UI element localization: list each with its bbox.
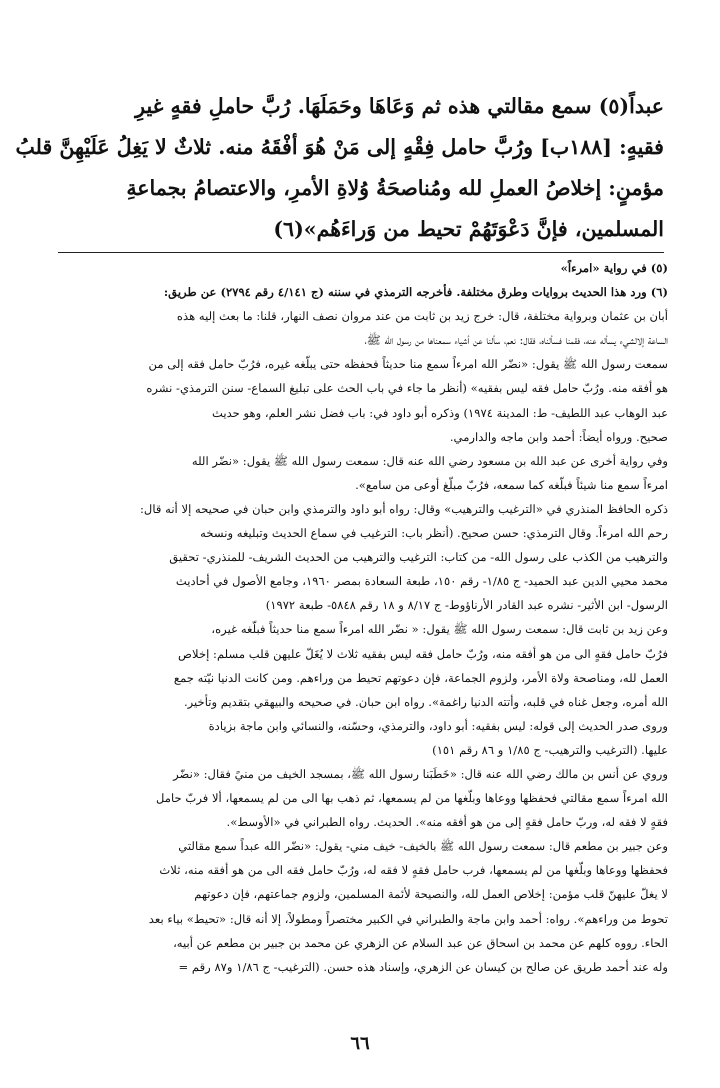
footnote-line: تحوط من وراءهم». رواه: أحمد وابن ماجة والطبراني في الكبير مختصراً ومطولاً، إلا أنه قال: «تحيط» بياء بعد <box>148 911 668 926</box>
footnote-line: وروي عن أنس بن مالك رضي الله عنه قال: «خَطَبَنا رسول الله ﷺ، بمسجد الخيف من منيً فقال: «نضّر <box>173 766 668 781</box>
footnote-line: ذكره الحافظ المنذري في «الترغيب والترهيب» وقال: رواه أبو داود والترمذي وابن حبان في صحيحه إلا أنه قال: <box>140 501 668 516</box>
footnote-line: فقهٍ لا فقه له، وربّ حامل فقهٍ إلى من هو أفقه منه». الحديث. رواه الطبراني في «الأوسط». <box>226 815 668 830</box>
footnote-line: صحيح. ورواه أيضاً: أحمد وابن ماجه والدارمي. <box>449 429 668 444</box>
footnote-line: وفي رواية أخرى عن عبد الله بن مسعود رضي الله عنه قال: سمعت رسول الله ﷺ يقول: «نضّر الله <box>191 453 668 468</box>
footnote-line: (٦) ورد هذا الحديث بروايات وطرق مختلفة. فأخرجه الترمذي في سننه (ج ٤/١٤١ رقم ٢٧٩٤) عن طريق: <box>163 285 668 300</box>
footnote-line: رحم الله امرءاً. وقال الترمذي: حسن صحيح. (أنظر باب: الترغيب في سماع الحديث وتبليغه ونسخه <box>200 526 668 541</box>
footnote-line: وروى صدر الحديث إلى قوله: ليس بفقيه: أبو داود، والترمذي، وحسّنه، والنسائي وابن ماجة بزيادة <box>208 718 668 733</box>
footnote-line: والترهيب من الكذب على رسول الله- من كتاب: الترغيب والترهيب من الحديث الشريف- للمنذري- تحقيق <box>169 550 668 565</box>
footnote-line: الحاء. رووه كلهم عن محمد بن اسحاق عن عبد السلام عن الزهري عن محمد بن جبير بن مطعم عن أبيه، <box>173 935 668 950</box>
footnote-line: الرسول- ابن الأثير- نشره عبد القادر الأرناؤوط- ج ٨/١٧ و ١٨ رقم ٥٨٤٨- طبعة ١٩٧٢) <box>265 598 668 613</box>
page-number: ٦٦ <box>350 1033 370 1054</box>
footnote-line: محمد محيي الدين عبد الحميد- ج ١/٨٥- رقم ١٥٠، طبعة السعادة بمصر ١٩٦٠، وجامع الأصول في أحاديث <box>175 574 668 589</box>
footnote-line: هو أفقه منه. ورُبّ حامل فقه ليس بفقيه» (أنظر ما جاء في باب الحث على تبليغ السماع- سنن الترمذي- نشره <box>146 381 668 396</box>
footnote-line: فرُبّ حامل فقهٍ الى من هو أفقه منه، ورُبّ حامل فقه ليس بفقيه ثلاث لا يُغَلّ عليهن قلب مسلم: إخلاص <box>178 646 668 661</box>
footnote-line: وعن جبير بن مطعم قال: سمعت رسول الله ﷺ بالخيف- خيف مني- يقول: «نضّر الله عبداً سمع مقالتي <box>178 839 668 854</box>
main-line-1: عبداً(٥) سمع مقالتي هذه ثم وَعَاهَا وحَمَلَهَا. رُبَّ حاملِ فقهٍ غيرِ <box>135 94 664 118</box>
main-line-2: فقيهٍ: [١٨٨ب] ورُبَّ حامل فِقْهٍ إلى مَنْ هُوَ أفْقَهُ منه. ثلاثٌ لا يَغِلُ عَلَيْهِنَّ قلبُ <box>15 135 664 159</box>
footnote-line: سمعت رسول الله ﷺ يقول: «نضّر الله امرءاً سمع منا حديثاً فحفظه حتى يبلّغه غيره، فرُبّ حامل فقه إلى من <box>148 357 668 372</box>
footnote-line: عبد الوهاب عبد اللطيف- ط: المدينة ١٩٧٤) وذكره أبو داود في: باب فضل نشر العلم، وهو حديث <box>211 405 668 420</box>
footnote-separator <box>58 252 664 253</box>
footnote-line: فحفظها ووعاها وبلّغها من لم يسمعها، فرب حامل فقهٍ لا فقه له، ورُبّ حامل فقه الى من هو أفقه منه، ثلاث <box>159 863 668 878</box>
footnote-line: أبان بن عثمان وبرواية مختلفة، قال: خرج زيد بن ثابت من عند مروان نصف النهار، قلنا: ما بعث إليه هذه <box>176 309 668 324</box>
footnote-line: لا يغلّ عليهنّ قلب مؤمن: إخلاص العمل لله، والنصيحة لأئمة المسلمين، ولزوم جماعتهم، فإن دعوتهم <box>194 887 668 902</box>
footnote-line: عليها. (الترغيب والترهيب- ج ١/٨٥ و ٨٦ رقم ١٥١) <box>432 742 668 757</box>
main-line-3: مؤمنٍ: إخلاصُ العملِ لله ومُناصحَةُ وُلاةِ الأمرِ، والاعتصامُ بجماعةِ <box>126 176 664 200</box>
footnote-line: وعن زيد بن ثابت قال: سمعت رسول الله ﷺ يقول: « نضّر الله امرءاً سمع منا حديثاً فبلّغه غيره، <box>211 622 668 637</box>
footnote-line: الساعة إلالشيء يسأله عنه، فقمنا فسألناه، فقال: نعم، سألنا عن أشياء سمعناها من رسول الله ﷺ، <box>364 333 668 348</box>
footnote-line: وله عند أحمد طريق عن صالح بن كيسان عن الزهري، وإسناد هذه حسن. (الترغيب- ج ١/٨٦ و٨٧ رقم = <box>178 959 668 974</box>
main-line-4: المسلمين، فإنَّ دَعْوَتَهُمْ تحيط من وَراءَهُم»(٦) <box>273 217 664 241</box>
footnotes <box>56 256 668 979</box>
footnote-line: الله امرءاً سمع مقالتي فحفظها ووعاها وبلّغها من لم يسمعها، ثم ذهب بها الى من لم يسمعها، ألا فربّ حامل <box>156 791 668 806</box>
footnote-line: العمل لله، ومناصحة ولاة الأمر، ولزوم الجماعة، فإن دعوتهم تحيط من وراءهم. ومن كانت الدنيا نيّته جمع <box>173 670 668 685</box>
footnote-line: (٥) في رواية «امرءاً» <box>560 261 668 275</box>
footnote-line: امرءاً سمع منا شيئاً فبلّغه كما سمعه، فرُبّ مبلّغ أوعى من سامع». <box>355 477 668 492</box>
footnote-line: الله أمره، وجعل غناه في قلبه، وأتته الدنيا راغمة». رواه ابن حبان. في صحيحه والبيهقي بتقديم وتأخير. <box>183 694 668 709</box>
main-text <box>15 86 664 250</box>
